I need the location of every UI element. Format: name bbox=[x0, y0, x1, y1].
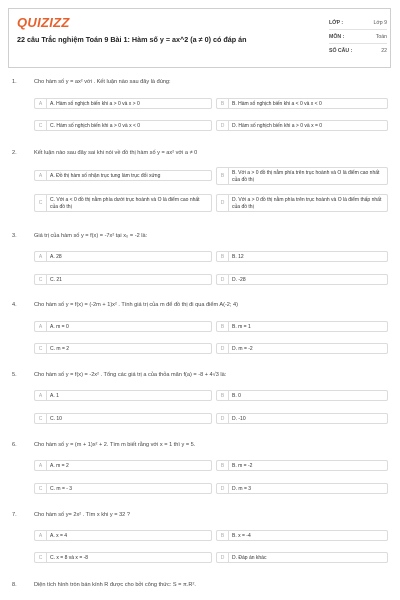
option-a[interactable] bbox=[34, 321, 212, 332]
option-text: D. -28 bbox=[232, 277, 246, 283]
question-text: Cho hàm số y = ax² với . Kết luận nào sau đây là đúng: bbox=[34, 79, 171, 85]
option-letter: B bbox=[217, 322, 229, 331]
option-text: A. x = 4 bbox=[50, 533, 68, 539]
option-d[interactable] bbox=[216, 194, 388, 212]
option-text: D. m = 3 bbox=[232, 486, 252, 492]
option-letter: D bbox=[217, 484, 229, 493]
option-letter: C bbox=[35, 414, 47, 423]
option-text: D. Đáp án khác bbox=[232, 555, 267, 561]
question-number: 3. bbox=[12, 233, 17, 239]
option-text: D. Hàm số nghịch biến khi a > 0 và x = 0 bbox=[232, 123, 323, 129]
meta-table bbox=[329, 16, 387, 57]
option-letter: C bbox=[35, 553, 47, 562]
option-a[interactable] bbox=[34, 170, 212, 181]
option-text: B. Hàm số nghịch biến khi a < 0 và x < 0 bbox=[232, 101, 322, 107]
meta-value: Toán bbox=[375, 33, 387, 40]
option-b[interactable] bbox=[216, 321, 388, 332]
option-letter: D bbox=[217, 344, 229, 353]
option-a[interactable] bbox=[34, 98, 212, 109]
option-a[interactable] bbox=[34, 390, 212, 401]
header-box bbox=[8, 8, 391, 68]
meta-label: SỐ CÂU : bbox=[329, 47, 353, 54]
option-text: B. m = 1 bbox=[232, 324, 251, 330]
option-letter: B bbox=[217, 99, 229, 108]
option-letter: A bbox=[35, 99, 47, 108]
question-text: Cho hàm số y = f(x) = (-2m + 1)x² . Tính giá trị của m để đồ thị đi qua điểm A(-2; 4) bbox=[34, 302, 238, 308]
option-c[interactable] bbox=[34, 120, 212, 131]
option-text: C. Hàm số nghịch biến khi a > 0 và x < 0 bbox=[50, 123, 141, 129]
option-c[interactable] bbox=[34, 274, 212, 285]
question-text: Giá trị của hàm số y = f(x) = -7x² tại x₀ = -2 là: bbox=[34, 233, 148, 239]
option-letter: D bbox=[217, 121, 229, 130]
option-letter: B bbox=[217, 531, 229, 540]
option-letter: D bbox=[217, 195, 229, 211]
quizizz-logo: QUIZIZZ bbox=[17, 15, 70, 30]
option-letter: A bbox=[35, 252, 47, 261]
option-letter: C bbox=[35, 275, 47, 284]
option-text: A. 28 bbox=[50, 254, 62, 260]
question-number: 4. bbox=[12, 302, 17, 308]
option-letter: C bbox=[35, 484, 47, 493]
option-a[interactable] bbox=[34, 251, 212, 262]
option-c[interactable] bbox=[34, 483, 212, 494]
question-number: 2. bbox=[12, 150, 17, 156]
option-c[interactable] bbox=[34, 343, 212, 354]
option-text: A. 1 bbox=[50, 393, 59, 399]
option-text: B. 12 bbox=[232, 254, 244, 260]
option-d[interactable] bbox=[216, 483, 388, 494]
meta-label: MÔN : bbox=[329, 33, 345, 40]
question-text: Diện tích hình tròn bán kính R được cho bởi công thức: S = π.R². bbox=[34, 582, 196, 588]
option-text: D. -10 bbox=[232, 416, 246, 422]
option-text: B. 0 bbox=[232, 393, 241, 399]
question-number: 7. bbox=[12, 512, 17, 518]
option-letter: D bbox=[217, 414, 229, 423]
option-text: C. m = - 3 bbox=[50, 486, 73, 492]
option-letter: A bbox=[35, 531, 47, 540]
option-text: A. m = 0 bbox=[50, 324, 69, 330]
option-letter: C bbox=[35, 121, 47, 130]
option-text: C. 10 bbox=[50, 416, 62, 422]
option-text: D. Với a > 0 đồ thị nằm phía trên trục hoành và O là điểm thấp nhất của đồ thị bbox=[232, 197, 382, 210]
meta-value: Lớp 9 bbox=[373, 19, 387, 26]
option-a[interactable] bbox=[34, 530, 212, 541]
question-text: Cho hàm số y= 2x² . Tìm x khi y = 32 ? bbox=[34, 512, 130, 518]
option-letter: C bbox=[35, 344, 47, 353]
option-d[interactable] bbox=[216, 120, 388, 131]
option-text: C. Với a < 0 đồ thị nằm phía dưới trục hoành và O là điểm cao nhất của đồ thị bbox=[50, 197, 200, 210]
question-number: 5. bbox=[12, 372, 17, 378]
option-text: A. m = 2 bbox=[50, 463, 69, 469]
meta-row-subject bbox=[329, 30, 387, 44]
option-d[interactable] bbox=[216, 343, 388, 354]
option-d[interactable] bbox=[216, 552, 388, 563]
option-text: A. Hàm số nghịch biến khi a > 0 và x > 0 bbox=[50, 101, 140, 107]
option-letter: B bbox=[217, 168, 229, 184]
option-letter: B bbox=[217, 391, 229, 400]
option-c[interactable] bbox=[34, 413, 212, 424]
option-text: C. m = 2 bbox=[50, 346, 70, 352]
option-letter: A bbox=[35, 391, 47, 400]
meta-value: 22 bbox=[381, 47, 387, 54]
question-text: Cho hàm số y = f(x) = -2x² . Tổng các giá trị a của thỏa mãn f(a) = -8 + 4√3 là: bbox=[34, 372, 227, 378]
option-d[interactable] bbox=[216, 274, 388, 285]
option-b[interactable] bbox=[216, 530, 388, 541]
option-b[interactable] bbox=[216, 460, 388, 471]
option-letter: B bbox=[217, 461, 229, 470]
meta-label: LỚP : bbox=[329, 19, 344, 26]
option-text: B. m = -2 bbox=[232, 463, 253, 469]
option-text: B. Với a > 0 đồ thị nằm phía trên trục hoành và O là điểm cao nhất của đồ thị bbox=[232, 170, 380, 183]
option-c[interactable] bbox=[34, 552, 212, 563]
option-b[interactable] bbox=[216, 390, 388, 401]
question-text: Kết luận nào sau đây sai khi nói về đồ thị hàm số y = ax² với a ≠ 0 bbox=[34, 150, 198, 156]
option-letter: A bbox=[35, 461, 47, 470]
option-letter: D bbox=[217, 553, 229, 562]
option-d[interactable] bbox=[216, 413, 388, 424]
option-text: D. m = -2 bbox=[232, 346, 253, 352]
option-text: C. 21 bbox=[50, 277, 62, 283]
option-letter: A bbox=[35, 171, 47, 180]
meta-row-count bbox=[329, 44, 387, 57]
question-number: 8. bbox=[12, 582, 17, 588]
option-b[interactable] bbox=[216, 251, 388, 262]
page-title: 22 câu Trắc nghiệm Toán 9 Bài 1: Hàm số y = ax^2 (a ≠ 0) có đáp án bbox=[17, 35, 247, 44]
option-letter: D bbox=[217, 275, 229, 284]
option-a[interactable] bbox=[34, 460, 212, 471]
option-c[interactable] bbox=[34, 194, 212, 212]
option-letter: A bbox=[35, 322, 47, 331]
option-b[interactable] bbox=[216, 98, 388, 109]
question-number: 6. bbox=[12, 442, 17, 448]
option-letter: C bbox=[35, 195, 47, 211]
option-letter: B bbox=[217, 252, 229, 261]
question-text: Cho hàm số y = (m + 1)x² + 2. Tìm m biết rằng với x = 1 thì y = 5. bbox=[34, 442, 196, 448]
option-text: C. x = 8 và x = -8 bbox=[50, 555, 89, 561]
option-text: A. Đồ thị hàm số nhận trục tung làm trục đối xứng bbox=[50, 173, 161, 179]
question-number: 1. bbox=[12, 79, 17, 85]
meta-row-class bbox=[329, 16, 387, 30]
option-text: B. x = -4 bbox=[232, 533, 251, 539]
option-b[interactable] bbox=[216, 167, 388, 185]
